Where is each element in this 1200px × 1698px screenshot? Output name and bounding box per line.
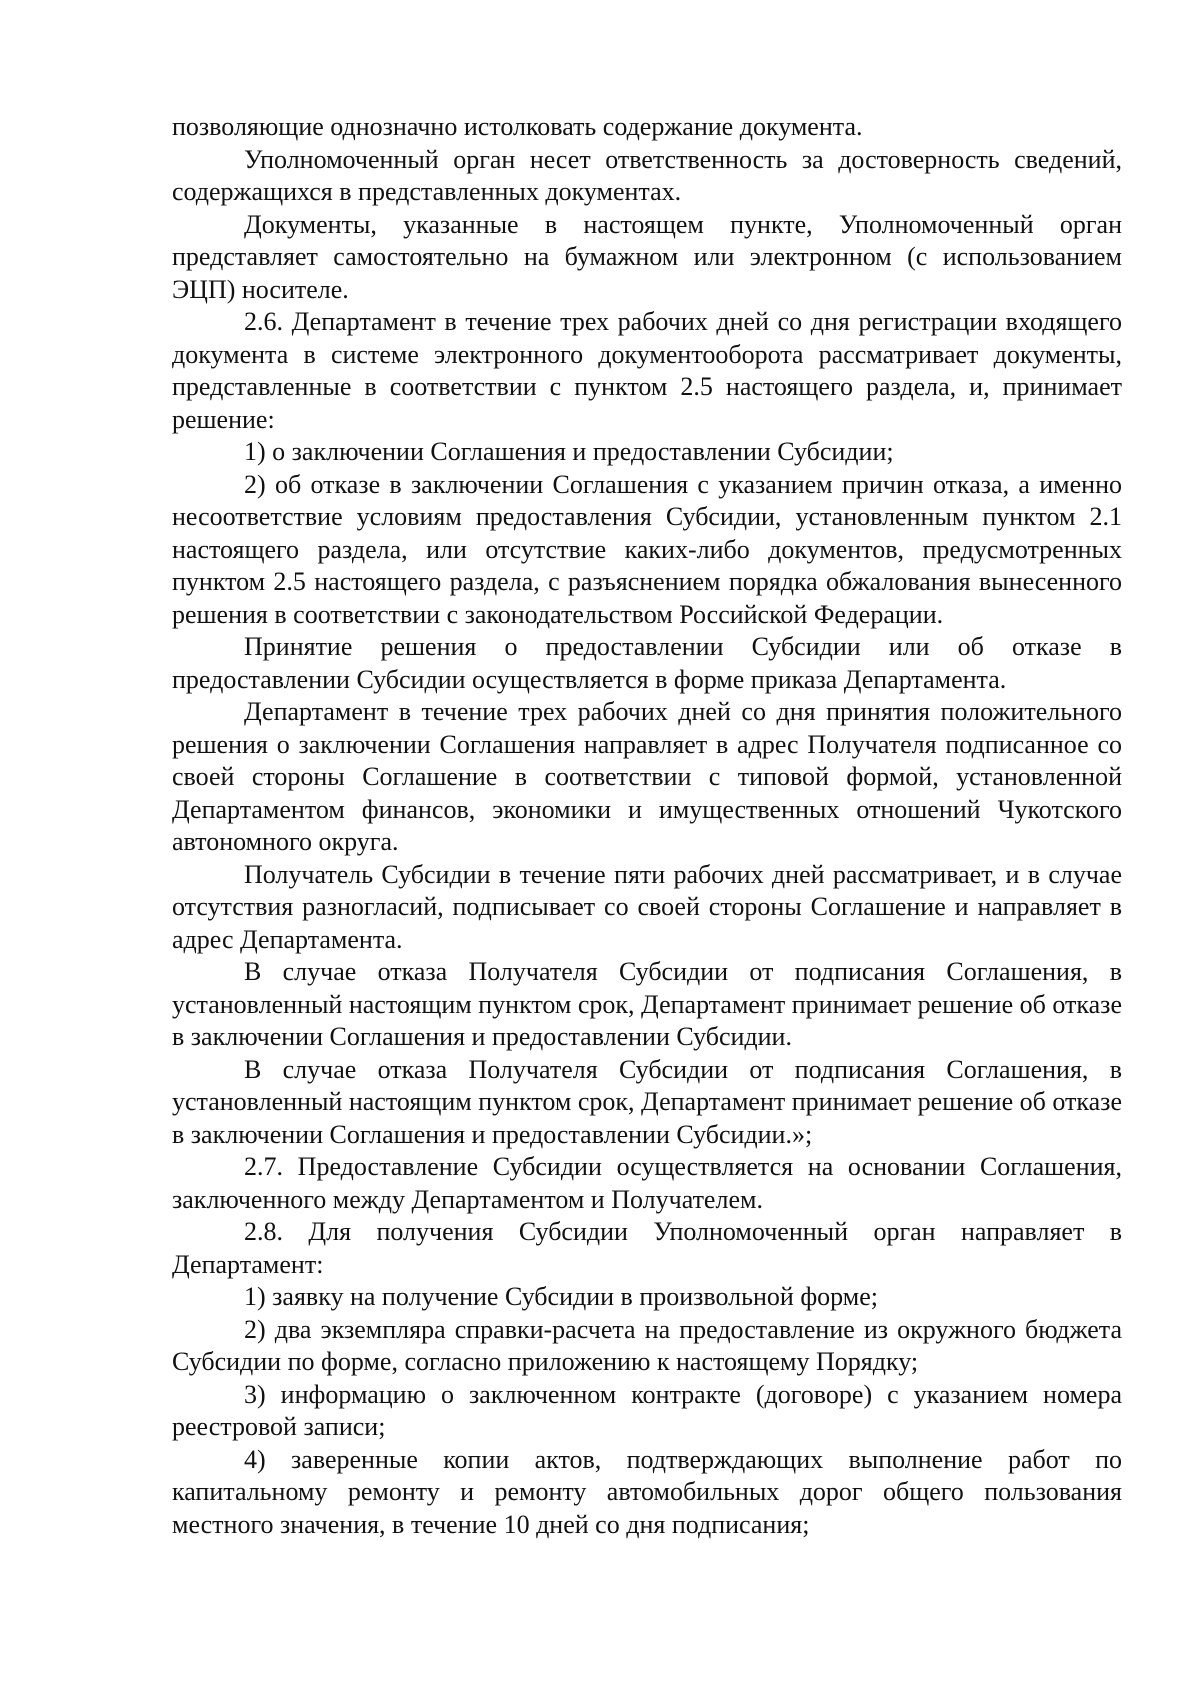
paragraph-2-8-item-2: 2) два экземпляра справки-расчета на предоставление из окружного бюджета Субсидии по форме, согласно приложению к настоящему Порядку;	[172, 1314, 1122, 1376]
paragraph-documents-submission: Документы, указанные в настоящем пункте, Уполномоченный орган представляет самостоятельно на бумажном или электронном (с использованием ЭЦП) носителе.	[172, 209, 1122, 304]
paragraph-agreement-sending: Департамент в течение трех рабочих дней со дня принятия положительного решения о заключении Соглашения направляет в адрес Получателя подписанное со своей стороны Соглашение в соответствии с типовой формой, установленной Департаментом финансов, экономики и имущественных отношений Чукотского автономного округа.	[172, 697, 1122, 856]
paragraph-2-6-item-1: 1) о заключении Соглашения и предоставлении Субсидии;	[244, 437, 894, 466]
paragraph-2-7: 2.7. Предоставление Субсидии осуществляется на основании Соглашения, заключенного между Департаментом и Получателем.	[172, 1152, 1122, 1214]
document-body	[172, 111, 1122, 1541]
paragraph-refusal-1: В случае отказа Получателя Субсидии от подписания Соглашения, в установленный настоящим пунктом срок, Департамент принимает решение об отказе в заключении Соглашения и предоставлении Субсидии.	[172, 957, 1122, 1051]
paragraph-2-8-item-3: 3) информацию о заключенном контракте (договоре) с указанием номера реестровой записи;	[172, 1379, 1122, 1441]
paragraph-decision-order: Принятие решения о предоставлении Субсидии или об отказе в предоставлении Субсидии осуществляется в форме приказа Департамента.	[172, 632, 1122, 694]
paragraph-2-8-item-4: 4) заверенные копии актов, подтверждающих выполнение работ по капитальному ремонту и ремонту автомобильных дорог общего пользования местного значения, в течение 10 дней со дня подписания;	[172, 1444, 1122, 1539]
paragraph-2-8: 2.8. Для получения Субсидии Уполномоченный орган направляет в Департамент:	[172, 1217, 1122, 1279]
paragraph-refusal-2: В случае отказа Получателя Субсидии от подписания Соглашения, в установленный настоящим пунктом срок, Департамент принимает решение об отказе в заключении Соглашения и предоставлении Субсидии.»;	[172, 1054, 1122, 1149]
paragraph-recipient-review: Получатель Субсидии в течение пяти рабочих дней рассматривает, и в случае отсутствия разногласий, подписывает со своей стороны Соглашение и направляет в адрес Департамента.	[172, 859, 1122, 954]
paragraph-2-8-item-1: 1) заявку на получение Субсидии в произвольной форме;	[244, 1282, 879, 1311]
paragraph-2-6-item-2: 2) об отказе в заключении Соглашения с указанием причин отказа, а именно несоответствие условиям предоставления Субсидии, установленным пунктом 2.1 настоящего раздела, или отсутствие каких-либо документов, предусмотренных пунктом 2.5 настоящего раздела, с разъяснением порядка обжалования вынесенного решения в соответствии с законодательством Российской Федерации.	[172, 469, 1122, 629]
paragraph-2-6: 2.6. Департамент в течение трех рабочих дней со дня регистрации входящего документа в системе электронного документооборота рассматривает документы, представленные в соответствии с пунктом 2.5 настоящего раздела, и, принимает решение:	[172, 307, 1122, 434]
paragraph-continuation: позволяющие однозначно истолковать содержание документа.	[172, 112, 863, 141]
paragraph-responsibility: Уполномоченный орган несет ответственность за достоверность сведений, содержащихся в представленных документах.	[172, 144, 1122, 206]
